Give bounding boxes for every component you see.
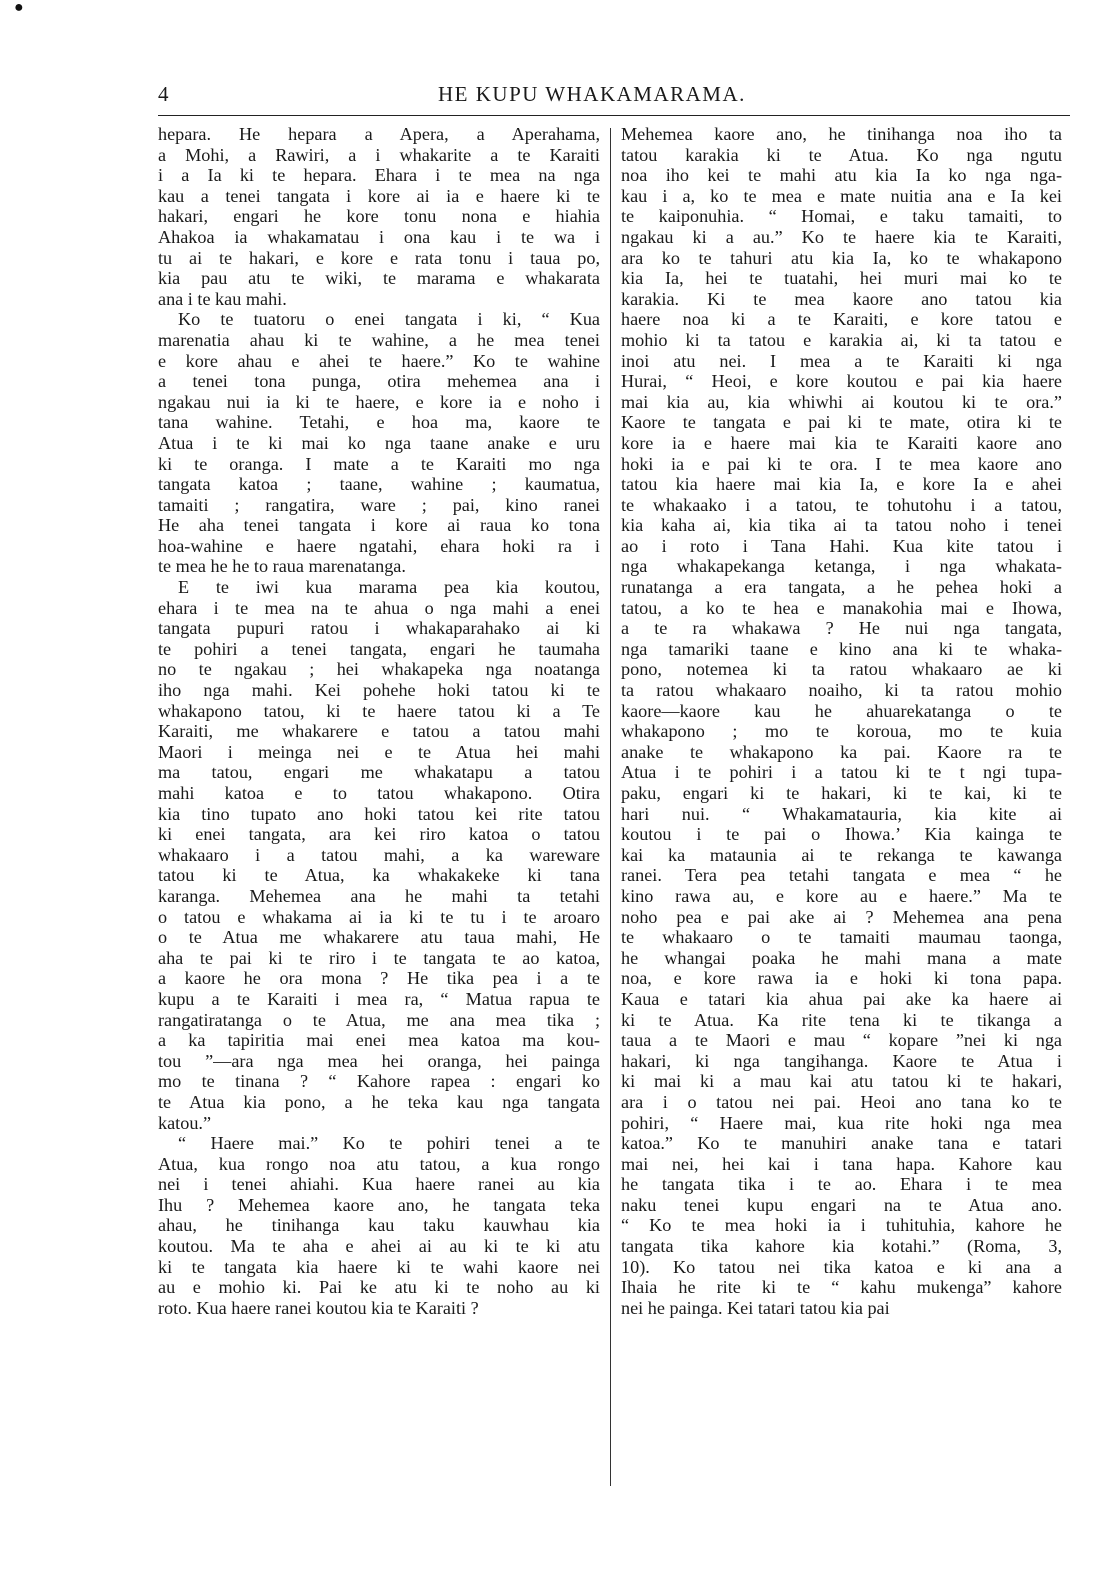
text-line: tangata pupuri ratou i whakaparahako ai ki <box>158 618 600 639</box>
text-line: paku, engari ki te hakari, ki te kai, ki te <box>621 783 1062 803</box>
text-line: hepara. He hepara a Apera, a Aperahama, <box>158 124 600 144</box>
right-column <box>621 124 1062 1318</box>
text-line: te whakaaro o te tamaiti maumau taonga, <box>621 927 1062 948</box>
text-line: ma tatou, engari me whakatapu a tatou <box>158 762 600 783</box>
text-line: ao i roto i Tana Hahi. Kua kite tatou i <box>621 535 1062 556</box>
text-line: ana i te kau mahi. <box>158 288 287 309</box>
text-line: hoa-wahine e haere ngatahi, ehara hoki ra i <box>158 535 600 556</box>
text-line: kia tino tupato ano hoki tatou kei rite tatou <box>158 803 600 824</box>
text-line: tatou, a ko te hea e manakohia mai e Ihowa, <box>621 597 1062 618</box>
text-line: roto. Kua haere ranei koutou kia te Karaiti ? <box>158 1297 479 1318</box>
text-line: kino rawa au, e kore au e haere.” Ma te <box>621 885 1062 906</box>
bullet-mark-icon: ● <box>14 0 24 16</box>
text-line: aha te pai ki te riro i te tangata te ao katoa, <box>158 947 600 968</box>
text-line: ki te Atua. Ka rite tena ki te tikanga a <box>621 1009 1062 1030</box>
text-line: “ Haere mai.” Ko te pohiri tenei a te <box>178 1133 600 1154</box>
column-divider <box>610 128 611 1486</box>
text-line: whakapono ; mo te koroua, mo te kuia <box>621 721 1062 742</box>
text-line: noho pea e pai ake ai ? Mehemea ana pena <box>621 906 1062 927</box>
text-line: tamaiti ; rangatira, ware ; pai, kino ranei <box>158 494 600 515</box>
text-line: rangatiratanga o te Atua, me ana mea tika ; <box>158 1009 600 1030</box>
text-line: pono, notemea ki ta ratou whakaaro ae ki <box>621 659 1062 680</box>
text-line: ehara i te mea na te ahua o nga mahi a enei <box>158 597 600 618</box>
text-line: kai ka mataunia ai te rekanga te kawanga <box>621 844 1062 865</box>
text-line: tana wahine. Tetahi, e hoa ma, kaore te <box>158 412 600 433</box>
running-title: HE KUPU WHAKAMARAMA. <box>438 82 746 106</box>
text-line: kupu a te Karaiti i mea ra, “ Matua rapua te <box>158 988 600 1009</box>
text-line: kau i a, ko te mea e mate nuitia ana e Ia kei <box>621 185 1062 206</box>
text-line: mahi katoa e to tatou whakapono. Otira <box>158 783 600 803</box>
text-line: a te ra whakawa ? He nui nga tangata, <box>621 618 1062 639</box>
text-line: karanga. Mehemea ana he mahi ta tetahi <box>158 885 600 906</box>
text-line: a tenei tona punga, otira mehemea ana i <box>158 371 600 392</box>
text-line: ara i o tatou nei pai. Heoi ano tana ko te <box>621 1091 1062 1112</box>
text-line: karakia. Ki te mea kaore ano tatou kia <box>621 288 1062 309</box>
text-line: te Atua kia pono, a he teka kau nga tangata <box>158 1091 600 1112</box>
text-line: Kaua e tatari kia ahua pai ake ka haere ai <box>621 988 1062 1009</box>
text-line: he whangai poaka he mahi mana a mate <box>621 947 1062 968</box>
text-line: ki te oranga. I mate a te Karaiti mo nga <box>158 453 600 474</box>
text-line: te kaiponuhia. “ Homai, e taku tamaiti, to <box>621 206 1062 227</box>
text-line: koutou. Ma te aha e ahei ai au ki te ki atu <box>158 1236 600 1257</box>
text-line: haere noa ki a te Karaiti, e kore tatou e <box>621 309 1062 330</box>
text-line: katoa.” Ko te manuhiri anake tana e tatari <box>621 1133 1062 1154</box>
text-line: tatou ki te Atua, ka whakakeke ki tana <box>158 865 600 886</box>
text-line: i a Ia ki te hepara. Ehara i te mea na nga <box>158 165 600 186</box>
text-line: ki mai ki a mau kai atu tatou ki te hakari, <box>621 1071 1062 1092</box>
text-line: no te ngakau ; hei whakapeka nga noatanga <box>158 659 600 680</box>
text-line: Kaore te tangata e pai ki te mate, otira ki te <box>621 412 1062 433</box>
text-line: a Mohi, a Rawiri, a i whakarite a te Karaiti <box>158 144 600 165</box>
text-line: hakari, ki nga tangihanga. Kaore te Atua i <box>621 1050 1062 1071</box>
text-line: runatanga a era tangata, a he pehea hoki a <box>621 577 1062 598</box>
text-line: ahau, he tinihanga kau taku kauwhau kia <box>158 1215 600 1236</box>
text-line: mohio ki ta tatou e karakia ai, ki ta tatou e <box>621 329 1062 350</box>
text-line: hari nui. “ Whakamatauria, kia kite ai <box>621 803 1062 824</box>
text-line: o te Atua me whakarere atu taua mahi, He <box>158 927 600 948</box>
text-line: ki te tangata kia haere ki te wahi kaore nei <box>158 1256 600 1277</box>
text-line: taua a te Maori e mau “ kopare ”nei ki nga <box>621 1030 1062 1051</box>
text-line: Atua, kua rongo noa atu tatou, a kua rongo <box>158 1153 600 1174</box>
text-line: he tangata tika i te ao. Ehara i te mea <box>621 1174 1062 1195</box>
text-line: ta ratou whakaaro noaiho, ki ta ratou mohio <box>621 680 1062 701</box>
text-line: pohiri, “ Haere mai, kua rite hoki nga mea <box>621 1112 1062 1133</box>
text-line: tatou kia haere mai kia Ia, e kore Ia e ahei <box>621 474 1062 495</box>
text-line: Maori i meinga nei e te Atua hei mahi <box>158 741 600 762</box>
text-line: kore ia e haere mai kia te Karaiti kaore ano <box>621 432 1062 453</box>
left-column <box>158 124 600 1318</box>
text-line: ara ko te tahuri atu kia Ia, ko te whakapono <box>621 247 1062 268</box>
text-line: naku tenei kupu engari na te Atua ano. <box>621 1194 1062 1215</box>
text-line: Karaiti, me whakarere e tatou a tatou mahi <box>158 721 600 742</box>
text-line: Hurai, “ Heoi, e kore koutou e pai kia haere <box>621 371 1062 392</box>
text-line: te whakaako i a tatou, te tohutohu i a tatou, <box>621 494 1062 515</box>
text-line: Ihu ? Mehemea kaore ano, he tangata teka <box>158 1194 600 1215</box>
text-line: Atua i te ki mai ko nga taane anake e uru <box>158 432 600 453</box>
text-line: nei he painga. Kei tatari tatou kia pai <box>621 1297 890 1318</box>
text-line: Mehemea kaore ano, he tinihanga noa iho ta <box>621 124 1062 144</box>
text-line: kia Ia, hei te tuatahi, hei muri mai ko te <box>621 268 1062 289</box>
text-line: whakapono tatou, ki te haere tatou ki a Te <box>158 700 600 721</box>
text-line: e kore ahau e ahei te haere.” Ko te wahine <box>158 350 600 371</box>
text-line: ki enei tangata, ara kei riro katoa o tatou <box>158 824 600 845</box>
text-line: a ka tapiritia mai enei mea katoa ma kou- <box>158 1030 600 1051</box>
text-line: koutou i te pai o Ihowa.’ Kia kainga te <box>621 824 1062 845</box>
text-line: hakari, engari he kore tonu nona e hiahia <box>158 206 600 227</box>
header-rule <box>158 115 1070 116</box>
text-line: te pohiri a tenei tangata, engari he taumaha <box>158 638 600 659</box>
text-line: te mea he he to raua marenatanga. <box>158 556 406 577</box>
text-line: a kaore he ora mona ? He tika pea i a te <box>158 968 600 989</box>
text-line: tu ai te hakari, e kore e rata tonu i taua po, <box>158 247 600 268</box>
text-line: o tatou e whakama ai ia ki te tu i te aroaro <box>158 906 600 927</box>
text-line: hoki ia e pai ki te ora. I te mea kaore ano <box>621 453 1062 474</box>
text-line: nei i tenei ahiahi. Kua haere ranei au kia <box>158 1174 600 1195</box>
text-line: noa iho kei te mahi atu kia Ia ko nga nga- <box>621 165 1062 186</box>
text-line: Atua i te pohiri i a tatou ki te t ngi tupa- <box>621 762 1062 783</box>
text-line: marenatia ahau ki te wahine, a he mea tenei <box>158 329 600 350</box>
text-line: 10). Ko tatou nei tika katoa e ki ana a <box>621 1256 1062 1277</box>
text-line: He aha tenei tangata i kore ai raua ko tona <box>158 515 600 536</box>
text-line: kaore—kaore kau he ahuarekatanga o te <box>621 700 1062 721</box>
text-line: au e mohio ki. Pai ke atu ki te noho au ki <box>158 1277 600 1298</box>
text-line: whakaaro i a tatou mahi, a ka wareware <box>158 844 600 865</box>
text-line: anake te whakapono ka pai. Kaore ra te <box>621 741 1062 762</box>
page-header <box>158 80 1070 110</box>
text-line: noa, e kore rawa ia e hoki ki tona papa. <box>621 968 1062 989</box>
text-line: nga whakapekanga ketanga, i nga whakata- <box>621 556 1062 577</box>
text-line: ngakau nui ia ki te haere, e kore ia e noho i <box>158 391 600 412</box>
text-line: mai kia au, kia whiwhi ai koutou ki te ora.” <box>621 391 1062 412</box>
page-number: 4 <box>158 82 170 106</box>
text-line: Ihaia he rite ki te “ kahu mukenga” kahore <box>621 1277 1062 1298</box>
text-line: ranei. Tera pea tetahi tangata e mea “ he <box>621 865 1062 886</box>
text-line: tatou karakia ki te Atua. Ko nga ngutu <box>621 144 1062 165</box>
text-line: mai nei, hei kai i tana hapa. Kahore kau <box>621 1153 1062 1174</box>
text-line: E te iwi kua marama pea kia koutou, <box>178 577 600 598</box>
text-line: nga tamariki taane e kino ana ki te whaka- <box>621 638 1062 659</box>
text-line: tou ”—ara nga mea hei oranga, hei painga <box>158 1050 600 1071</box>
text-line: kia kaha ai, kia tika ai ta tatou noho i tenei <box>621 515 1062 536</box>
text-line: ngakau ki a au.” Ko te haere kia te Karaiti, <box>621 226 1062 247</box>
text-line: katou.” <box>158 1112 212 1133</box>
text-line: tangata katoa ; taane, wahine ; kaumatua, <box>158 474 600 495</box>
text-line: kau a tenei tangata i kore ai ia e haere ki te <box>158 185 600 206</box>
text-line: inoi atu nei. I mea a te Karaiti ki nga <box>621 350 1062 371</box>
text-line: Ahakoa ia whakamatau i ona kau i te wa i <box>158 226 600 247</box>
text-line: mo te tinana ? “ Kahore rapea : engari ko <box>158 1071 600 1092</box>
text-line: Ko te tuatoru o enei tangata i ki, “ Kua <box>178 309 600 330</box>
text-line: “ Ko te mea hoki ia i tuhituhia, kahore he <box>621 1215 1062 1236</box>
text-line: iho nga mahi. Kei pohehe hoki tatou ki te <box>158 680 600 701</box>
text-line: kia pau atu te wiki, te marama e whakarata <box>158 268 600 289</box>
text-line: tangata tika kahore kia kotahi.” (Roma, 3, <box>621 1236 1062 1257</box>
